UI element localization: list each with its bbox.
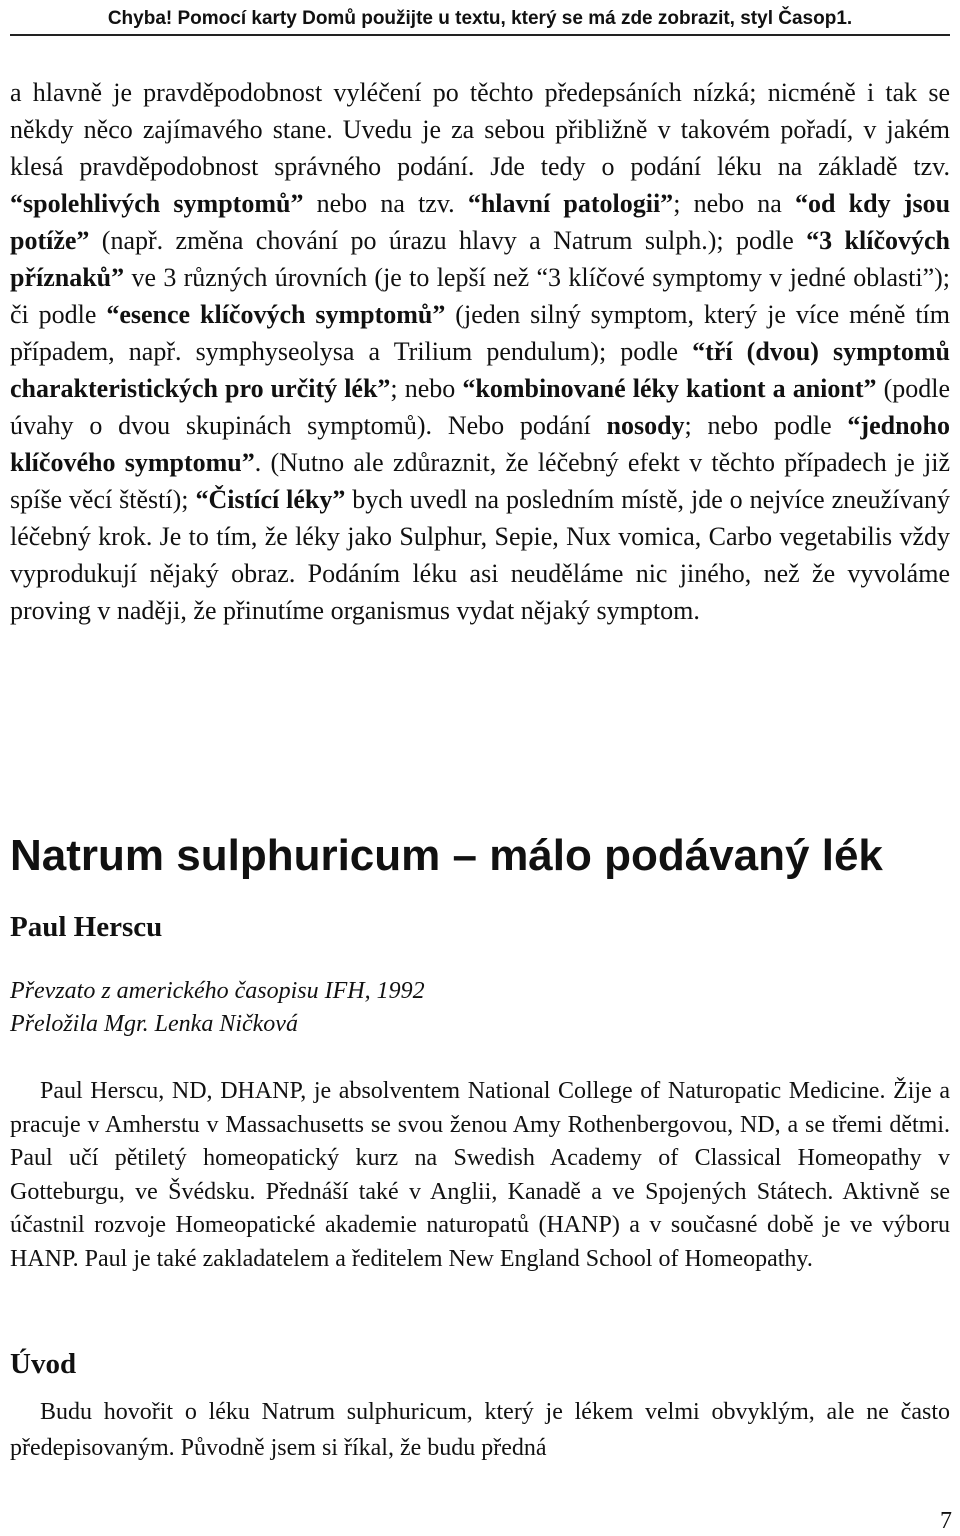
author-bio — [10, 1075, 950, 1277]
article-title: Natrum sulphuricum – málo podávaný lék — [10, 831, 883, 880]
body-text: ; nebo na — [673, 189, 796, 218]
source-line: Převzato z amerického časopisu IFH, 1992 — [10, 978, 425, 1004]
body-text: (jeden silný symptom, který je více méně tím případem, např. symphyseolysa a Trilium pendulum); podle — [10, 300, 950, 366]
intro-paragraph — [10, 74, 950, 629]
emphasis-text: “Čistící léky” — [195, 485, 346, 514]
emphasis-text: “jednoho klíčového symptomu” — [10, 411, 950, 477]
emphasis-text: “spolehlivých symptomů” — [10, 189, 304, 218]
body-text: bych uvedl na posledním místě, jde o nejvíce zneužívaný léčebný krok. Je to tím, že léky jako Sulphur, Sepie, Nux vomica, Carbo vegetabilis vždy vyprodukují nějaký obraz. Podáním léku asi neuděláme nic jiného, než že vyvoláme proving v naději, že přinutíme organismus vydat nějaký symptom. — [10, 485, 950, 625]
emphasis-text: “tří (dvou) symptomů charakteristických pro určitý lék” — [10, 337, 950, 403]
body-text: ; nebo — [390, 374, 463, 403]
author-bio-text: Paul Herscu, ND, DHANP, je absolventem National College of Naturopatic Medicine. Žije a pracuje v Amherstu v Massachusetts se svou ženou Amy Rothenbergovou, ND, a se třemi dětmi. Paul učí pětiletý homeopatický kurz na Swedish Academy of Classical Homeopathy v Gotteburgu, ve Švédsku. Přednáší také v Anglii, Kanadě a ve Spojených Státech. Aktivně se účastnil rozvoje Homeopatické akademie naturopatů (HANP) a v současné době je ve výboru HANP. Paul je také zakladatelem a ředitelem New England School of Homeopathy. — [10, 1078, 950, 1272]
section-heading: Úvod — [10, 1348, 77, 1380]
article-source — [10, 975, 425, 1041]
body-text: nebo na tzv. — [303, 189, 468, 218]
body-text: a hlavně je pravděpodobnost vyléčení po těchto předepsáních nízká; nicméně i tak se někdy něco zajímavého stane. Uvedu je za sebou přibližně v takovém pořadí, v jakém klesá pravděpodobnost správného podání. Jde tedy o podání léku na základě tzv. — [10, 78, 950, 181]
translator-line: Přeložila Mgr. Lenka Ničková — [10, 1011, 298, 1037]
body-text: . (Nutno ale zdůraznit, že léčebný efekt v těchto případech je již spíše věcí štěstí); — [10, 448, 950, 514]
emphasis-text: “3 klíčových příznaků” — [10, 226, 950, 292]
emphasis-text: “od kdy jsou potíže” — [10, 189, 951, 255]
emphasis-text: “kombinované léky kationt a aniont” — [462, 374, 877, 403]
body-text: (podle úvahy o dvou skupinách symptomů). Nebo podání — [10, 374, 951, 440]
emphasis-text: “esence klíčových symptomů” — [106, 300, 446, 329]
section-text-content: Budu hovořit o léku Natrum sulphuricum, který je lékem velmi obvyklým, ale ne často předepisovaným. Původně jsem si říkal, že budu předná — [10, 1399, 950, 1461]
body-text: (např. změna chování po úrazu hlavy a Natrum sulph.); podle — [89, 226, 807, 255]
emphasis-text: nosody — [606, 411, 685, 440]
section-text — [10, 1394, 950, 1466]
body-text: ve 3 různých úrovních (je to lepší než “3 klíčové symptomy v jedné oblasti”); či podle — [10, 263, 950, 329]
emphasis-text: “hlavní patologii” — [467, 189, 674, 218]
page-number: 7 — [940, 1508, 952, 1534]
article-author: Paul Herscu — [10, 911, 163, 943]
intro-paragraph-text — [10, 74, 950, 629]
running-header: Chyba! Pomocí karty Domů použijte u textu, který se má zde zobrazit, styl Časop1. — [10, 4, 950, 36]
body-text: ; nebo podle — [684, 411, 848, 440]
